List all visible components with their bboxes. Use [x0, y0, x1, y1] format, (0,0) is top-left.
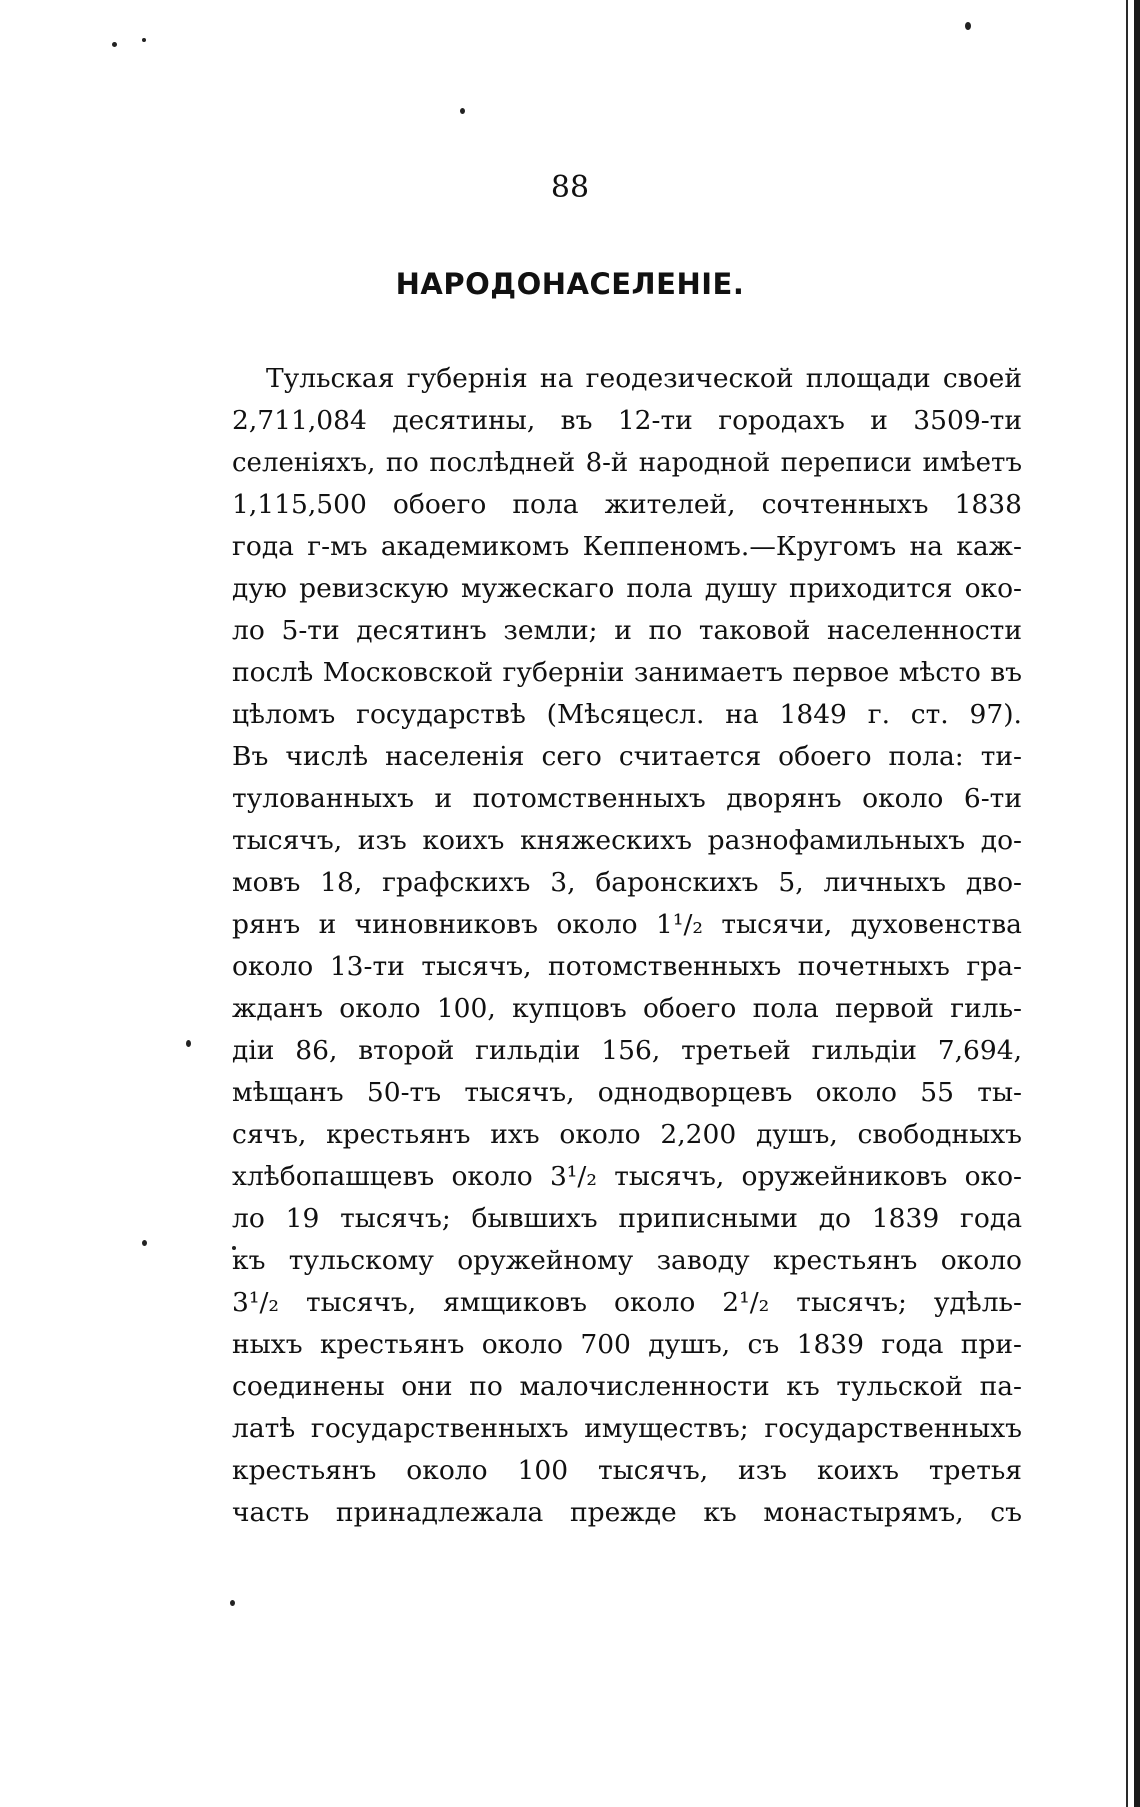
text-line: послѣ Московской губерніи занимаетъ первое мѣсто въ [232, 657, 1022, 688]
text-line: соединены они по малочисленности къ тульской па- [232, 1371, 1022, 1402]
text-line: ло 19 тысячъ; бывшихъ приписными до 1839 года [232, 1203, 1022, 1234]
text-line: къ тульскому оружейному заводу крестьянъ около [232, 1245, 1022, 1276]
text-line: цѣломъ государствѣ (Мѣсяцесл. на 1849 г. ст. 97). [232, 699, 1022, 730]
text-line: дую ревизскую мужескаго пола душу приходится око- [232, 573, 1022, 604]
ink-speck [112, 42, 117, 47]
body-paragraph [232, 358, 1022, 1534]
text-line: селеніяхъ, по послѣдней 8-й народной переписи имѣетъ [232, 448, 1022, 478]
text-line: рянъ и чиновниковъ около 1¹/₂ тысячи, духовенства [232, 909, 1022, 940]
text-line: около 13-ти тысячъ, потомственныхъ почетныхъ гра- [232, 951, 1022, 982]
text-line: мѣщанъ 50-тъ тысячъ, однодворцевъ около 55 ты- [232, 1077, 1022, 1108]
text-line: 1,115,500 обоего пола жителей, сочтенныхъ 1838 [232, 489, 1022, 520]
text-line: Тульская губернія на геодезической площади своей [266, 363, 1022, 394]
text-line: хлѣбопашцевъ около 3¹/₂ тысячъ, оружейниковъ око- [232, 1161, 1022, 1192]
text-line: часть принадлежала прежде къ монастырямъ, съ [232, 1497, 1022, 1528]
text-line: жданъ около 100, купцовъ обоего пола первой гиль- [232, 993, 1022, 1024]
text-line: ло 5-ти десятинъ земли; и по таковой населенности [232, 615, 1022, 646]
text-line: 3¹/₂ тысячъ, ямщиковъ около 2¹/₂ тысячъ; удѣль- [232, 1287, 1022, 1318]
text-line: латѣ государственныхъ имуществъ; государственныхъ [232, 1413, 1022, 1444]
text-line: ныхъ крестьянъ около 700 душъ, съ 1839 года при- [232, 1329, 1022, 1360]
ink-speck [186, 1040, 191, 1047]
section-heading: НАРОДОНАСЕЛЕНІЕ. [395, 267, 745, 301]
ink-speck [965, 22, 971, 30]
text-line: года г-мъ академикомъ Кеппеномъ.—Кругомъ на каж- [232, 531, 1022, 562]
text-line: Въ числѣ населенія сего считается обоего пола: ти- [232, 741, 1022, 772]
text-line: крестьянъ около 100 тысячъ, изъ коихъ третья [232, 1455, 1022, 1486]
text-line: мовъ 18, графскихъ 3, баронскихъ 5, личныхъ дво- [232, 867, 1022, 898]
ink-speck [142, 38, 146, 42]
text-line: діи 86, второй гильдіи 156, третьей гильдіи 7,694, [232, 1035, 1022, 1066]
ink-speck [460, 108, 465, 114]
ink-speck [142, 1240, 147, 1246]
text-line: сячъ, крестьянъ ихъ около 2,200 душъ, свободныхъ [232, 1119, 1022, 1150]
text-line: 2,711,084 десятины, въ 12-ти городахъ и 3509-ти [232, 405, 1022, 436]
ink-speck [230, 1600, 235, 1606]
page-number: 88 [550, 170, 590, 205]
text-line: тысячъ, изъ коихъ княжескихъ разнофамильныхъ до- [232, 825, 1022, 856]
text-line: тулованныхъ и потомственныхъ дворянъ около 6-ти [232, 783, 1022, 814]
